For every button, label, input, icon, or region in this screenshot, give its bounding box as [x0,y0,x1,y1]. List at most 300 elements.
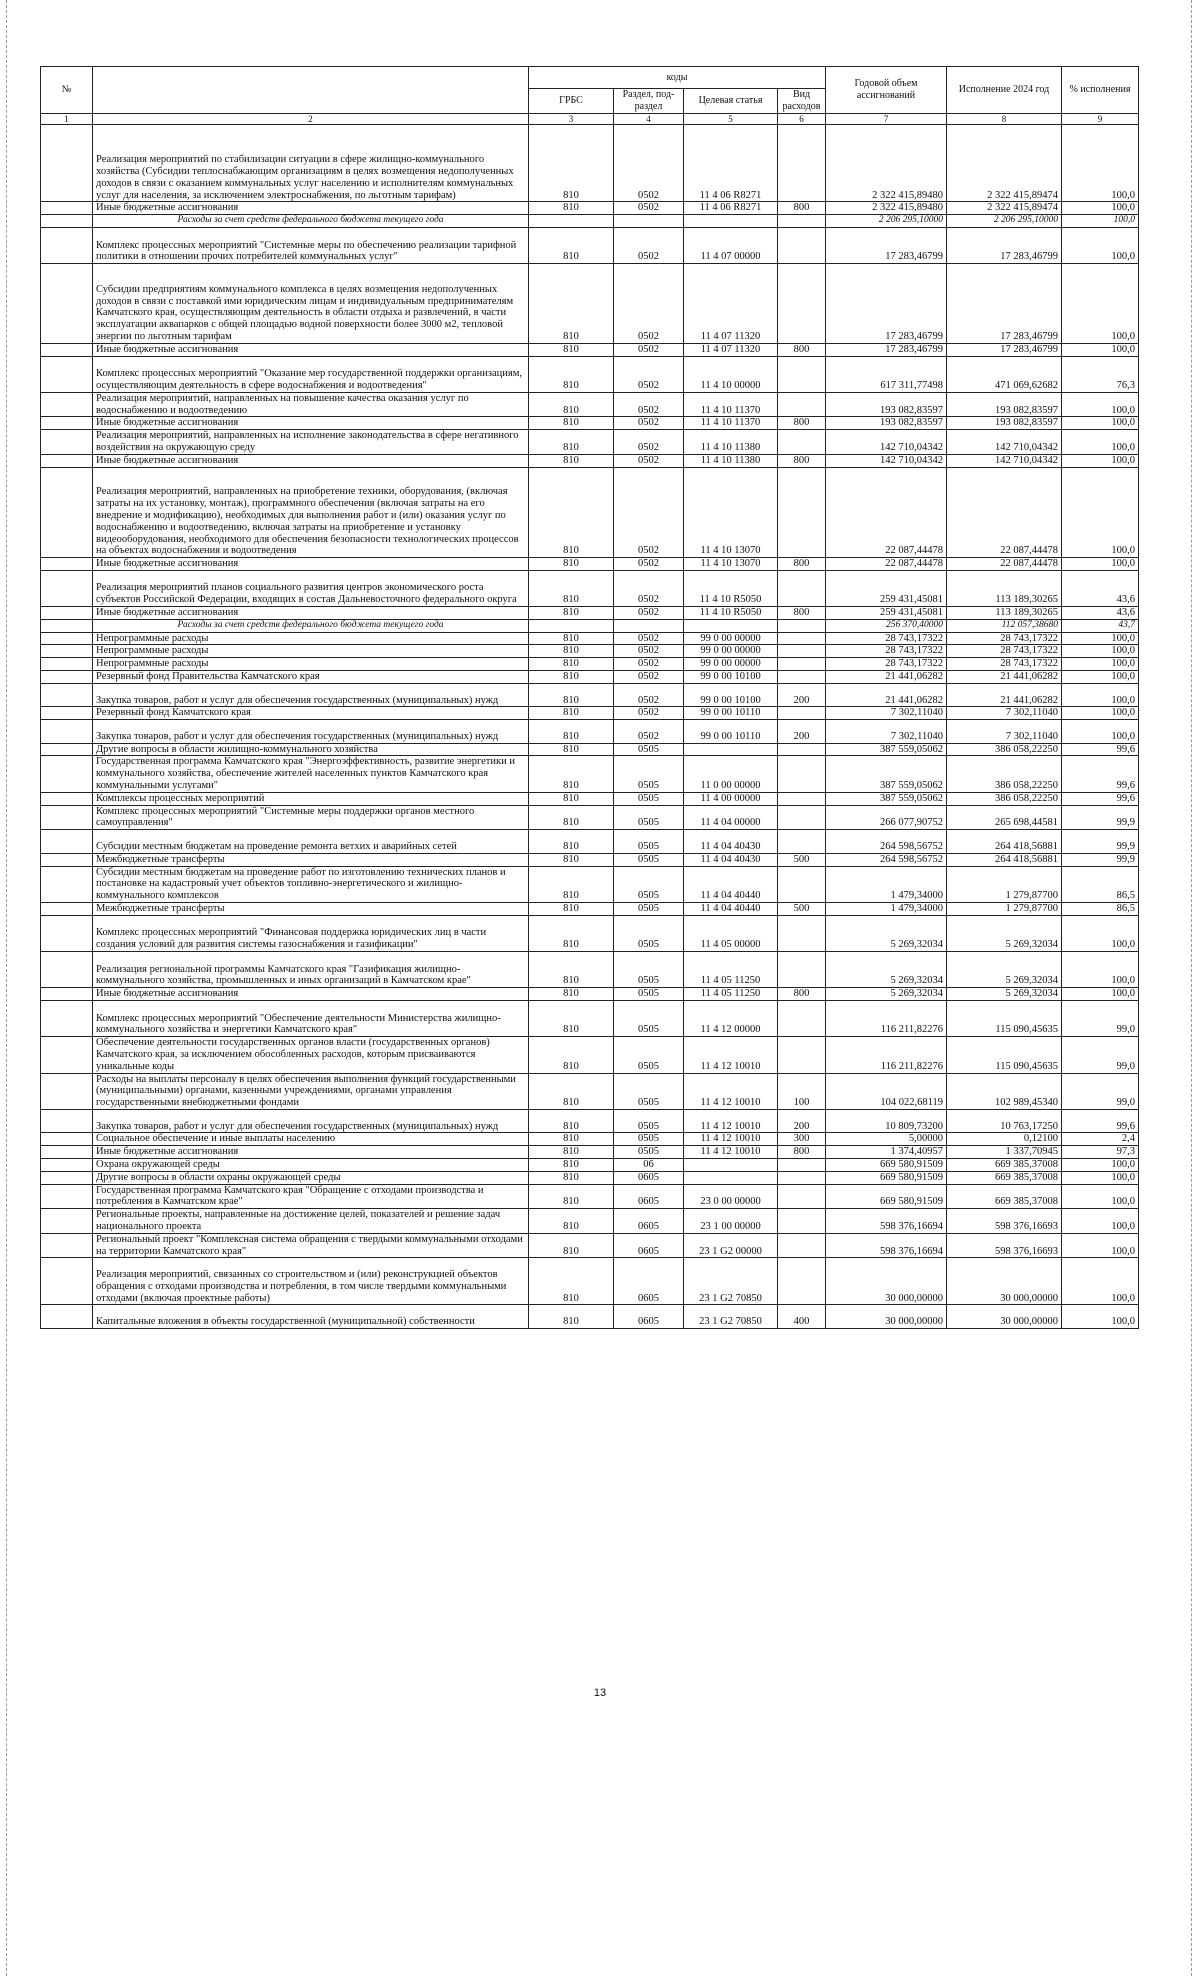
table-row [41,683,1139,707]
percent-cell: 99,0 [1062,1073,1139,1109]
annual-volume-cell: 17 283,46799 [826,228,947,264]
row-number-cell [41,1209,93,1234]
target-article-cell: 11 4 04 40430 [684,830,778,854]
annual-volume-cell: 5 269,32034 [826,988,947,1001]
razdel-cell: 0505 [614,830,684,854]
target-article-cell: 11 4 10 R5050 [684,570,778,606]
table-row [41,619,1139,632]
table-row [41,215,1139,228]
expense-type-cell: 800 [778,1146,826,1159]
row-number-cell [41,1109,93,1133]
expense-type-cell [778,830,826,854]
percent-cell: 86,5 [1062,902,1139,915]
column-number-row [41,113,1139,124]
target-article-cell: 99 0 00 10110 [684,707,778,720]
table-row [41,658,1139,671]
row-number-cell [41,558,93,571]
row-name-cell: Комплекс процессных мероприятий "Обеспечение деятельности Министерства жилищно-коммунального хозяйства и энергетики Камчатского края" [93,1000,529,1036]
annual-volume-cell: 7 302,11040 [826,720,947,744]
execution-cell: 2 206 295,10000 [947,215,1062,228]
razdel-cell: 0502 [614,671,684,684]
row-name-cell: Комплекс процессных мероприятий "Системные меры поддержки органов местного самоуправления" [93,805,529,830]
table-row [41,417,1139,430]
target-article-cell: 23 0 00 00000 [684,1184,778,1209]
percent-cell: 100,0 [1062,215,1139,228]
annual-volume-cell: 10 809,73200 [826,1109,947,1133]
execution-cell: 7 302,11040 [947,707,1062,720]
annual-volume-cell: 264 598,56752 [826,830,947,854]
execution-cell: 17 283,46799 [947,228,1062,264]
execution-cell: 264 418,56881 [947,830,1062,854]
row-name-cell: Иные бюджетные ассигнования [93,607,529,620]
col-number: 1 [41,113,93,124]
target-article-cell: 99 0 00 00000 [684,658,778,671]
razdel-cell: 0502 [614,720,684,744]
target-article-cell: 11 4 05 00000 [684,915,778,951]
percent-cell: 100,0 [1062,202,1139,215]
percent-cell: 100,0 [1062,467,1139,558]
razdel-cell: 0502 [614,707,684,720]
target-article-cell: 11 4 10 11380 [684,454,778,467]
table-row [41,853,1139,866]
table-row [41,392,1139,417]
grbs-cell: 810 [529,1109,614,1133]
table-row [41,707,1139,720]
grbs-cell: 810 [529,988,614,1001]
target-article-cell [684,1159,778,1172]
table-row [41,1109,1139,1133]
execution-cell: 17 283,46799 [947,343,1062,356]
grbs-cell: 810 [529,683,614,707]
razdel-cell: 0502 [614,430,684,455]
header-percent: % исполнения [1062,67,1139,114]
target-article-cell: 99 0 00 00000 [684,645,778,658]
table-row [41,1184,1139,1209]
percent-cell: 86,5 [1062,866,1139,902]
target-article-cell: 11 4 04 40440 [684,866,778,902]
execution-cell: 115 090,45635 [947,1037,1062,1073]
razdel-cell: 0502 [614,645,684,658]
percent-cell: 100,0 [1062,988,1139,1001]
table-body [41,124,1139,1328]
target-article-cell: 99 0 00 10100 [684,671,778,684]
header-godovoy: Годовой объем ассигнований [826,67,947,114]
annual-volume-cell: 387 559,05062 [826,792,947,805]
table-row [41,1258,1139,1305]
grbs-cell: 810 [529,658,614,671]
annual-volume-cell: 5 269,32034 [826,915,947,951]
grbs-cell: 810 [529,1000,614,1036]
row-name-cell: Иные бюджетные ассигнования [93,988,529,1001]
expense-type-cell: 800 [778,558,826,571]
annual-volume-cell: 22 087,44478 [826,467,947,558]
expense-type-cell: 200 [778,683,826,707]
right-dashed-border [1191,0,1192,1976]
execution-cell: 1 279,87700 [947,866,1062,902]
percent-cell: 100,0 [1062,1233,1139,1258]
annual-volume-cell: 1 374,40957 [826,1146,947,1159]
execution-cell: 669 385,37008 [947,1171,1062,1184]
row-number-cell [41,124,93,202]
header-num: № [41,67,93,114]
row-name-cell: Региональные проекты, направленные на достижение целей, показателей и решение задач национального проекта [93,1209,529,1234]
annual-volume-cell: 21 441,06282 [826,671,947,684]
percent-cell: 100,0 [1062,1184,1139,1209]
row-name-cell: Иные бюджетные ассигнования [93,343,529,356]
row-name-cell: Реализация мероприятий, связанных со строительством и (или) реконструкцией объектов обращения с отходами производства и потребления, в том числе твердыми коммунальными отходами (включая проектные работы) [93,1258,529,1305]
annual-volume-cell: 5 269,32034 [826,951,947,987]
row-name-cell: Расходы за счет средств федерального бюджета текущего года [93,215,529,228]
expense-type-cell [778,805,826,830]
table-row [41,430,1139,455]
row-number-cell [41,343,93,356]
expense-type-cell [778,743,826,756]
execution-cell: 264 418,56881 [947,853,1062,866]
row-number-cell [41,743,93,756]
row-name-cell: Государственная программа Камчатского края "Обращение с отходами производства и потребления в Камчатском крае" [93,1184,529,1209]
percent-cell: 100,0 [1062,915,1139,951]
target-article-cell: 23 1 00 00000 [684,1209,778,1234]
percent-cell: 99,6 [1062,792,1139,805]
execution-cell: 112 057,38680 [947,619,1062,632]
target-article-cell: 11 4 00 00000 [684,792,778,805]
table-row [41,343,1139,356]
percent-cell: 99,0 [1062,1000,1139,1036]
razdel-cell: 0505 [614,805,684,830]
expense-type-cell: 800 [778,454,826,467]
annual-volume-cell: 142 710,04342 [826,454,947,467]
target-article-cell: 11 4 04 40430 [684,853,778,866]
annual-volume-cell: 104 022,68119 [826,1073,947,1109]
row-number-cell [41,215,93,228]
row-name-cell: Региональный проект "Комплексная система обращения с твердыми коммунальными отходами на территории Камчатского края" [93,1233,529,1258]
grbs-cell: 810 [529,430,614,455]
razdel-cell: 0502 [614,454,684,467]
expense-type-cell [778,1258,826,1305]
row-name-cell: Субсидии предприятиям коммунального комплекса в целях возмещения недополученных доходов в связи с поставкой ими юридическим лицам и индивидуальным предпринимателям Камчатского края, осуществляющим деятельность в области отдыха и развлечений, в части эксплуатации аквапарков с общей площадью водной поверхности более 3000 м2, тепловой энергии по льготным тарифам [93,264,529,344]
row-name-cell: Иные бюджетные ассигнования [93,558,529,571]
grbs-cell: 810 [529,417,614,430]
row-name-cell: Резервный фонд Правительства Камчатского края [93,671,529,684]
percent-cell: 99,6 [1062,1109,1139,1133]
razdel-cell: 0505 [614,988,684,1001]
expense-type-cell: 800 [778,202,826,215]
execution-cell: 598 376,16693 [947,1233,1062,1258]
row-number-cell [41,805,93,830]
row-number-cell [41,1159,93,1172]
table-row [41,743,1139,756]
razdel-cell: 0502 [614,607,684,620]
razdel-cell: 0502 [614,658,684,671]
razdel-cell: 0502 [614,356,684,392]
target-article-cell: 11 4 12 00000 [684,1000,778,1036]
row-name-cell: Обеспечение деятельности государственных органов власти (государственных органов) Камчатского края, за исключением обособленных расходов, которым присваиваются уникальные коды [93,1037,529,1073]
header-name [93,67,529,114]
table-row [41,454,1139,467]
expense-type-cell [778,1037,826,1073]
row-number-cell [41,467,93,558]
percent-cell: 99,9 [1062,830,1139,854]
row-number-cell [41,202,93,215]
table-row [41,792,1139,805]
grbs-cell: 810 [529,343,614,356]
grbs-cell: 810 [529,853,614,866]
expense-type-cell: 300 [778,1133,826,1146]
percent-cell: 97,3 [1062,1146,1139,1159]
annual-volume-cell: 669 580,91509 [826,1159,947,1172]
row-name-cell: Иные бюджетные ассигнования [93,454,529,467]
execution-cell: 21 441,06282 [947,671,1062,684]
execution-cell: 22 087,44478 [947,558,1062,571]
annual-volume-cell: 22 087,44478 [826,558,947,571]
expense-type-cell: 500 [778,902,826,915]
target-article-cell [684,215,778,228]
target-article-cell: 11 4 12 10010 [684,1146,778,1159]
table-row [41,570,1139,606]
row-number-cell [41,607,93,620]
razdel-cell: 0505 [614,915,684,951]
expense-type-cell [778,430,826,455]
row-name-cell: Государственная программа Камчатского края "Энергоэффективность, развитие энергетики и коммунального хозяйства, обеспечение жителей населенных пунктов Камчатского края коммунальными услугами" [93,756,529,792]
row-name-cell: Комплексы процессных мероприятий [93,792,529,805]
percent-cell: 76,3 [1062,356,1139,392]
target-article-cell: 11 4 10 11380 [684,430,778,455]
table-row [41,988,1139,1001]
table-row [41,1000,1139,1036]
table-row [41,1073,1139,1109]
annual-volume-cell: 617 311,77498 [826,356,947,392]
table-row [41,866,1139,902]
row-number-cell [41,1171,93,1184]
col-number: 6 [778,113,826,124]
percent-cell: 100,0 [1062,683,1139,707]
expense-type-cell [778,356,826,392]
header-celevaya: Целевая статья [684,89,778,114]
execution-cell: 28 743,17322 [947,658,1062,671]
grbs-cell: 810 [529,392,614,417]
table-row [41,124,1139,202]
annual-volume-cell: 2 322 415,89480 [826,202,947,215]
razdel-cell: 0505 [614,1146,684,1159]
row-number-cell [41,1073,93,1109]
execution-cell: 598 376,16693 [947,1209,1062,1234]
row-name-cell: Закупка товаров, работ и услуг для обеспечения государственных (муниципальных) нужд [93,1109,529,1133]
row-name-cell: Комплекс процессных мероприятий "Финансовая поддержка юридических лиц в части создания условий для развития системы газоснабжения и газификации" [93,915,529,951]
percent-cell: 100,0 [1062,264,1139,344]
percent-cell: 100,0 [1062,658,1139,671]
annual-volume-cell: 598 376,16694 [826,1209,947,1234]
grbs-cell: 810 [529,1171,614,1184]
annual-volume-cell: 17 283,46799 [826,264,947,344]
row-number-cell [41,1258,93,1305]
target-article-cell: 11 4 07 11320 [684,343,778,356]
expense-type-cell [778,392,826,417]
table-row [41,607,1139,620]
row-name-cell: Непрограммные расходы [93,645,529,658]
target-article-cell: 11 4 06 R8271 [684,202,778,215]
target-article-cell: 23 1 G2 00000 [684,1233,778,1258]
row-number-cell [41,570,93,606]
execution-cell: 21 441,06282 [947,683,1062,707]
grbs-cell: 810 [529,1073,614,1109]
row-number-cell [41,915,93,951]
razdel-cell: 0505 [614,1037,684,1073]
row-name-cell: Реализация мероприятий, направленных на приобретение техники, оборудования, (включая затраты на их установку, монтаж), программного обеспечения (включая затраты на его внедрение и модификацию), необходимых для выполнения работ и (или) оказания услуг по водоснабжению и водоотведению, включая затраты на приобретение и установку видеооборудования, необходимого для обеспечения безопасности технологических процессов на объектах водоснабжения и водоотведения [93,467,529,558]
grbs-cell: 810 [529,607,614,620]
table-row [41,632,1139,645]
row-name-cell: Непрограммные расходы [93,658,529,671]
row-number-cell [41,853,93,866]
row-number-cell [41,228,93,264]
annual-volume-cell: 669 580,91509 [826,1171,947,1184]
execution-cell: 193 082,83597 [947,417,1062,430]
annual-volume-cell: 142 710,04342 [826,430,947,455]
annual-volume-cell: 259 431,45081 [826,607,947,620]
row-name-cell: Комплекс процессных мероприятий "Оказание мер государственной поддержки организациям, осуществляющим деятельность в сфере водоснабжения и водоотведения" [93,356,529,392]
execution-cell: 115 090,45635 [947,1000,1062,1036]
execution-cell: 113 189,30265 [947,570,1062,606]
target-article-cell: 99 0 00 10100 [684,683,778,707]
razdel-cell: 0505 [614,951,684,987]
expense-type-cell [778,951,826,987]
grbs-cell [529,619,614,632]
row-name-cell: Капитальные вложения в объекты государственной (муниципальной) собственности [93,1305,529,1329]
expense-type-cell [778,658,826,671]
grbs-cell: 810 [529,645,614,658]
grbs-cell: 810 [529,202,614,215]
header-ispolnenie: Исполнение 2024 год [947,67,1062,114]
razdel-cell: 0502 [614,392,684,417]
annual-volume-cell: 259 431,45081 [826,570,947,606]
expense-type-cell [778,1000,826,1036]
execution-cell: 2 322 415,89474 [947,124,1062,202]
razdel-cell: 0502 [614,570,684,606]
target-article-cell: 11 4 07 00000 [684,228,778,264]
razdel-cell: 0605 [614,1258,684,1305]
expense-type-cell: 800 [778,607,826,620]
table-row [41,951,1139,987]
annual-volume-cell: 116 211,82276 [826,1000,947,1036]
annual-volume-cell: 193 082,83597 [826,417,947,430]
expense-type-cell [778,124,826,202]
table-row [41,915,1139,951]
row-number-cell [41,1037,93,1073]
expense-type-cell [778,1184,826,1209]
row-number-cell [41,720,93,744]
target-article-cell: 11 4 12 10010 [684,1073,778,1109]
annual-volume-cell: 256 370,40000 [826,619,947,632]
grbs-cell: 810 [529,124,614,202]
row-name-cell: Реализация мероприятий по стабилизации ситуации в сфере жилищно-коммунального хозяйства (Субсидии теплоснабжающим организациям в целях возмещения недополученных доходов в связи с оказанием коммунальных услуг населению и исполнителям коммунальных услуг для населения, за исключением электроснабжения, по льготным тарифам) [93,124,529,202]
execution-cell: 669 385,37008 [947,1159,1062,1172]
percent-cell: 100,0 [1062,1305,1139,1329]
percent-cell: 100,0 [1062,392,1139,417]
grbs-cell: 810 [529,915,614,951]
target-article-cell: 11 4 10 13070 [684,467,778,558]
execution-cell: 5 269,32034 [947,951,1062,987]
header-grbs: ГРБС [529,89,614,114]
percent-cell: 100,0 [1062,228,1139,264]
razdel-cell: 0505 [614,902,684,915]
execution-cell: 1 337,70945 [947,1146,1062,1159]
execution-cell: 22 087,44478 [947,467,1062,558]
expense-type-cell [778,866,826,902]
execution-cell: 113 189,30265 [947,607,1062,620]
expense-type-cell [778,1171,826,1184]
annual-volume-cell: 28 743,17322 [826,658,947,671]
row-number-cell [41,671,93,684]
table-row [41,202,1139,215]
execution-cell: 28 743,17322 [947,632,1062,645]
grbs-cell: 810 [529,467,614,558]
razdel-cell: 0505 [614,1000,684,1036]
execution-cell: 471 069,62682 [947,356,1062,392]
row-name-cell: Реализация мероприятий, направленных на исполнение законодательства в сфере негативного воздействия на окружающую среду [93,430,529,455]
target-article-cell: 11 4 12 10010 [684,1133,778,1146]
target-article-cell: 11 4 10 11370 [684,417,778,430]
expense-type-cell [778,1209,826,1234]
annual-volume-cell: 30 000,00000 [826,1258,947,1305]
grbs-cell: 810 [529,1037,614,1073]
razdel-cell [614,619,684,632]
grbs-cell: 810 [529,902,614,915]
annual-volume-cell: 1 479,34000 [826,866,947,902]
table-row [41,1146,1139,1159]
row-number-cell [41,756,93,792]
grbs-cell: 810 [529,1305,614,1329]
execution-cell: 10 763,17250 [947,1109,1062,1133]
row-name-cell: Непрограммные расходы [93,632,529,645]
header-codes: коды [529,67,826,89]
row-number-cell [41,1000,93,1036]
target-article-cell: 11 4 12 10010 [684,1037,778,1073]
row-name-cell: Резервный фонд Камчатского края [93,707,529,720]
execution-cell: 142 710,04342 [947,430,1062,455]
row-name-cell: Закупка товаров, работ и услуг для обеспечения государственных (муниципальных) нужд [93,683,529,707]
table-row [41,1171,1139,1184]
percent-cell: 100,0 [1062,124,1139,202]
execution-cell: 0,12100 [947,1133,1062,1146]
annual-volume-cell: 21 441,06282 [826,683,947,707]
expense-type-cell [778,1233,826,1258]
razdel-cell: 0505 [614,853,684,866]
execution-cell: 30 000,00000 [947,1305,1062,1329]
target-article-cell: 11 4 10 13070 [684,558,778,571]
percent-cell: 100,0 [1062,454,1139,467]
percent-cell: 100,0 [1062,720,1139,744]
row-name-cell: Иные бюджетные ассигнования [93,202,529,215]
razdel-cell: 06 [614,1159,684,1172]
annual-volume-cell: 5,00000 [826,1133,947,1146]
grbs-cell: 810 [529,866,614,902]
row-name-cell: Другие вопросы в области жилищно-коммунального хозяйства [93,743,529,756]
row-number-cell [41,1184,93,1209]
execution-cell: 142 710,04342 [947,454,1062,467]
annual-volume-cell: 17 283,46799 [826,343,947,356]
expense-type-cell [778,792,826,805]
razdel-cell: 0502 [614,558,684,571]
row-name-cell: Закупка товаров, работ и услуг для обеспечения государственных (муниципальных) нужд [93,720,529,744]
row-number-cell [41,1133,93,1146]
razdel-cell [614,215,684,228]
percent-cell: 100,0 [1062,645,1139,658]
expense-type-cell [778,228,826,264]
row-number-cell [41,619,93,632]
execution-cell: 386 058,22250 [947,792,1062,805]
grbs-cell: 810 [529,264,614,344]
annual-volume-cell: 387 559,05062 [826,756,947,792]
table-row [41,558,1139,571]
